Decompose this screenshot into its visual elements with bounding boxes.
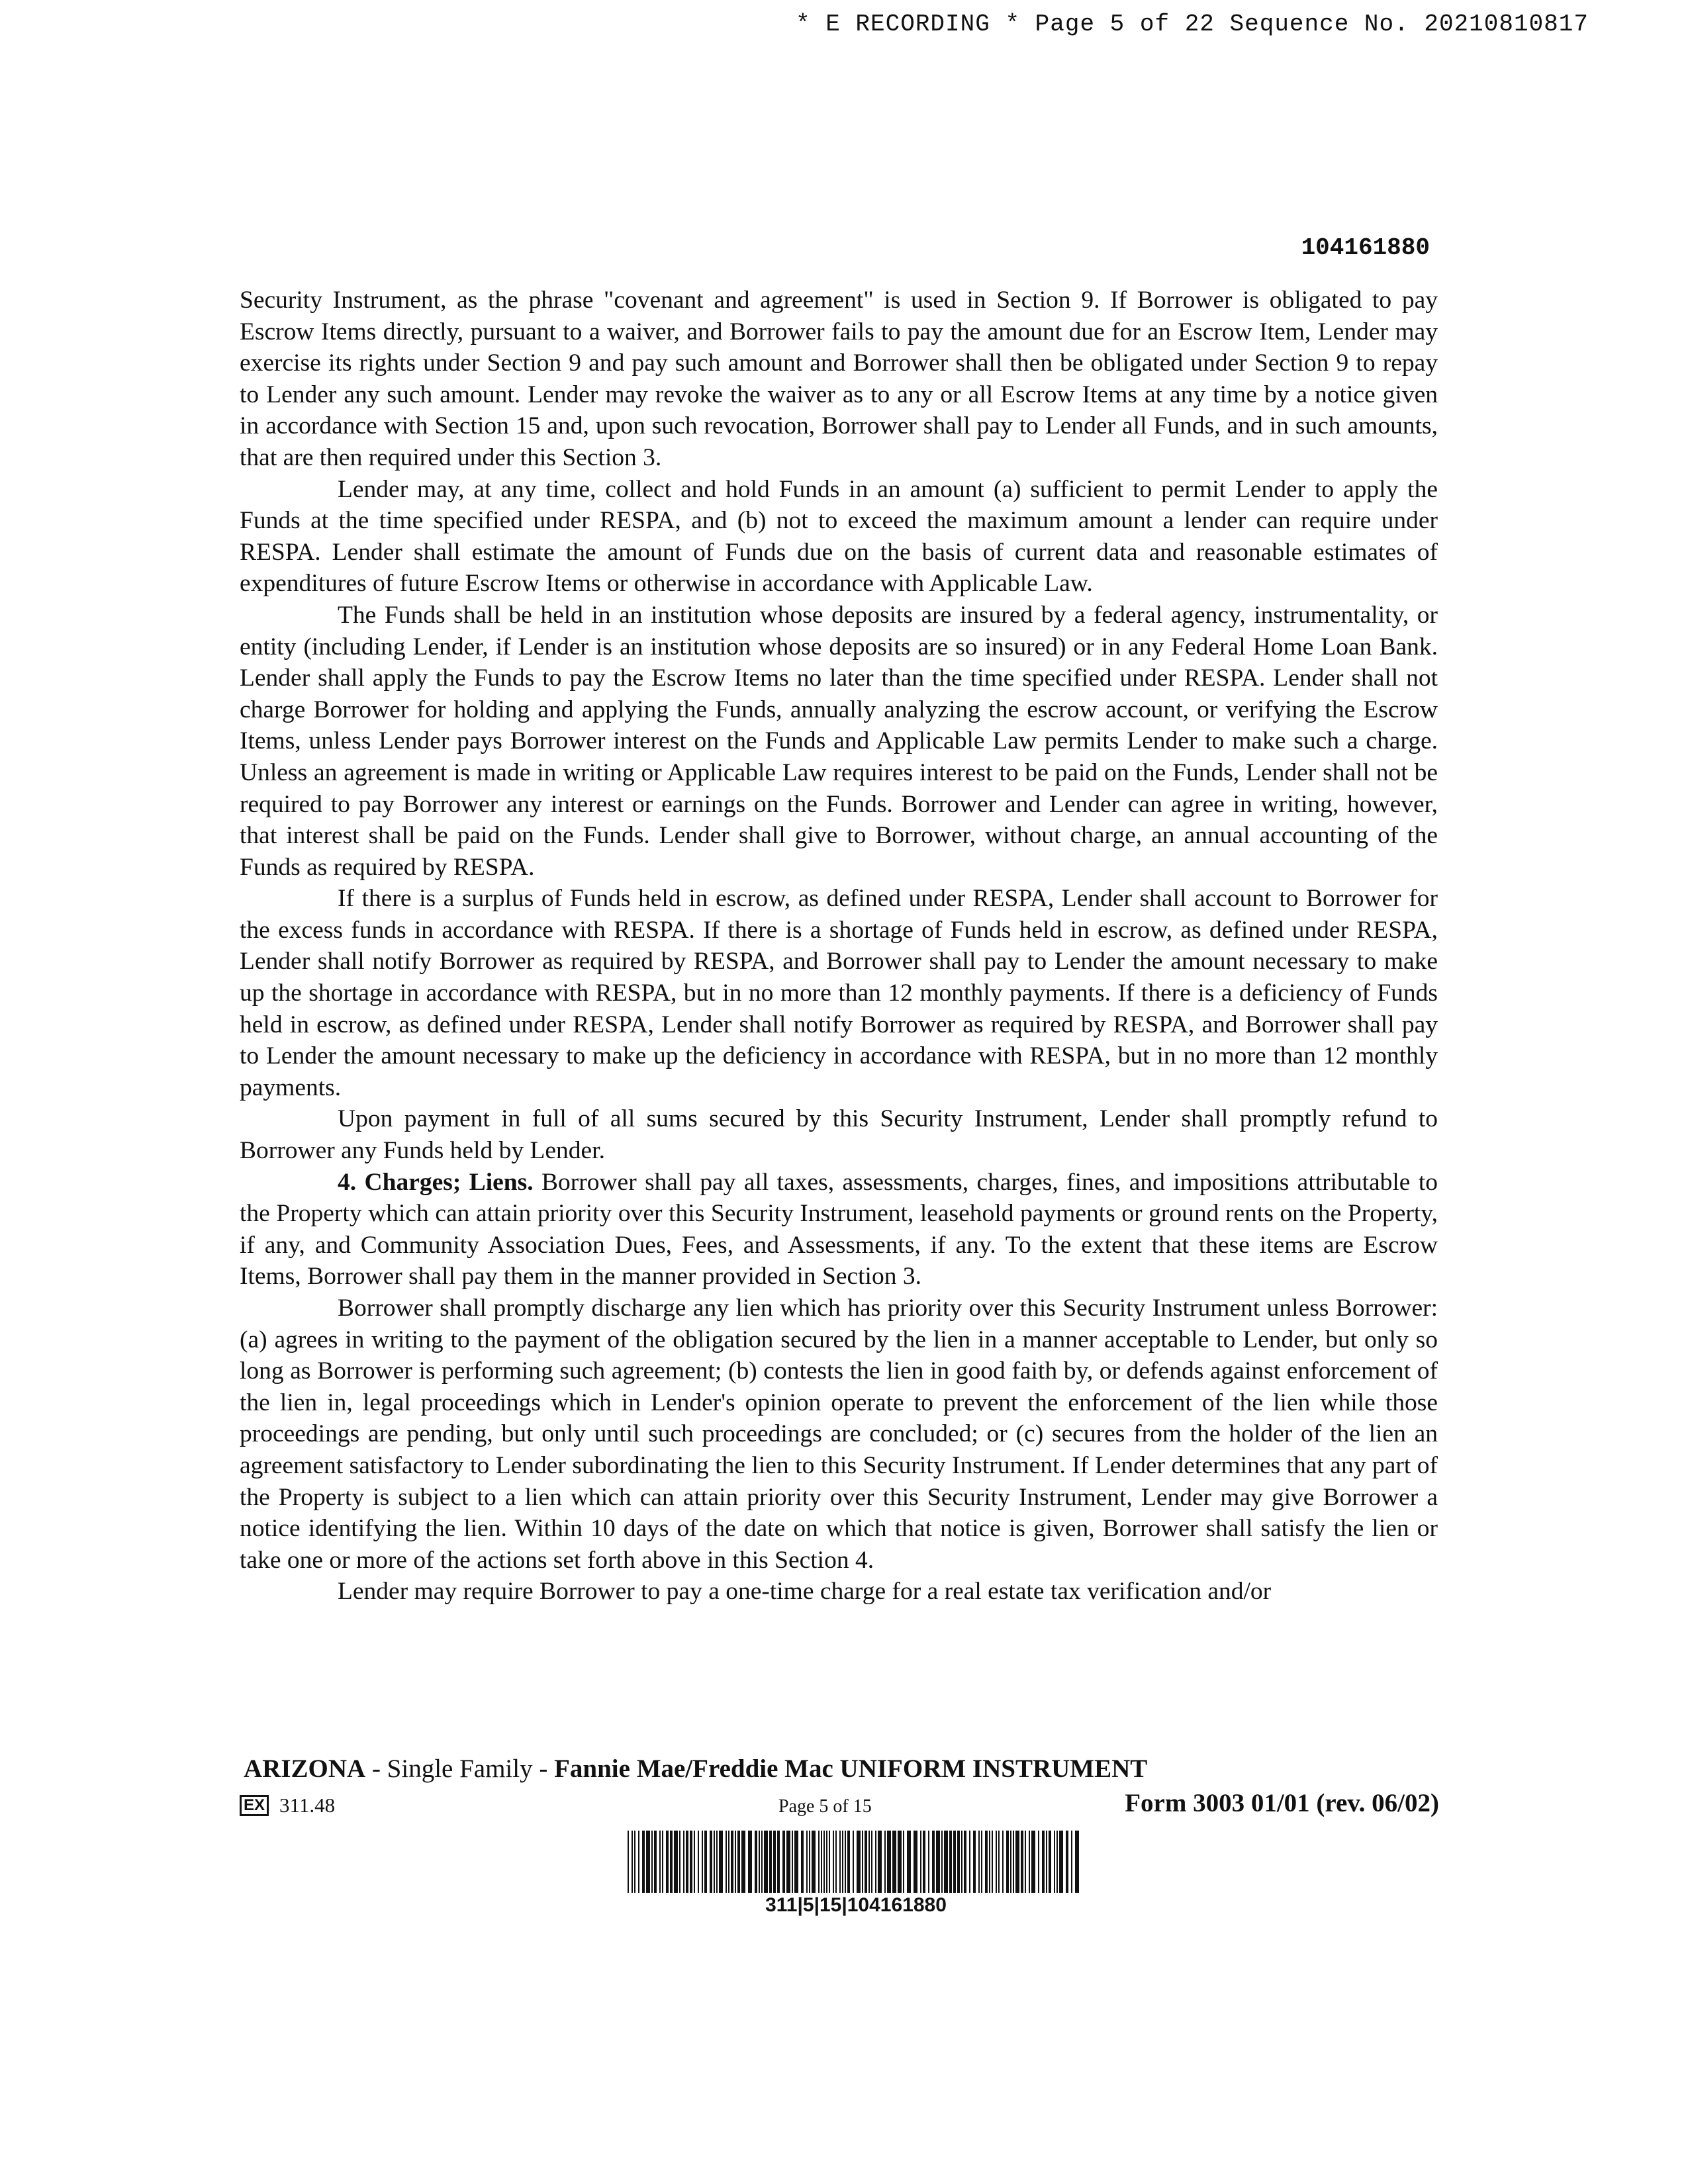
footer-row bbox=[240, 1788, 1439, 1821]
footer-title bbox=[244, 1754, 1147, 1784]
footer-page-number: Page 5 of 15 bbox=[778, 1796, 872, 1817]
recording-header: * E RECORDING * Page 5 of 22 Sequence No. 20210810817 bbox=[796, 11, 1589, 38]
paragraph-8: Lender may require Borrower to pay a one-time charge for a real estate tax verification and/or bbox=[338, 1578, 1272, 1606]
paragraph-4: If there is a surplus of Funds held in escrow, as defined under RESPA, Lender shall account to Borrower for the excess funds in accordance with RESPA. If there is a shortage of Funds held in escrow, as defined under RESPA, Lender shall notify Borrower as required by RESPA, and Borrower shall pay to Lender the amount necessary to make up the shortage in accordance with RESPA, but in no more than 12 monthly payments. If there is a deficiency of Funds held in escrow, as defined under RESPA, Lender shall notify Borrower as required by RESPA, and Borrower shall pay to Lender the amount necessary to make up the deficiency in accordance with RESPA, but in no more than 12 monthly payments. bbox=[240, 885, 1438, 1101]
footer-instrument: Fannie Mae/Freddie Mac UNIFORM INSTRUMENT bbox=[554, 1754, 1148, 1783]
paragraph-7: Borrower shall promptly discharge any lien which has priority over this Security Instrument unless Borrower: (a) agrees in writing to the payment of the obligation secured by the lien in a manner acceptable to Lender, but only so long as Borrower is performing such agreement; (b) contests the lien in good faith by, or defends against enforcement of the lien in, legal proceedings which in Lender's opinion operate to prevent the enforcement of the lien while those proceedings are pending, but only until such proceedings are concluded; or (c) secures from the holder of the lien an agreement satisfactory to Lender subordinating the lien to this Security Instrument. If Lender determines that any part of the Property is subject to a lien which can attain priority over this Security Instrument, Lender may give Borrower a notice identifying the lien. Within 10 days of the date on which that notice is given, Borrower shall satisfy the lien or take one or more of the actions set forth above in this Section 4. bbox=[240, 1295, 1438, 1574]
paragraph-1: Security Instrument, as the phrase "covenant and agreement" is used in Section 9. If Borrower is obligated to pay Escrow Items directly, pursuant to a waiver, and Borrower fails to pay the amount due for an Escrow Item, Lender may exercise its rights under Section 9 and pay such amount and Borrower shall then be obligated under Section 9 to repay to Lender any such amount. Lender may revoke the waiver as to any or all Escrow Items at any time by a notice given in accordance with Section 15 and, upon such revocation, Borrower shall pay to Lender all Funds, and in such amounts, that are then required under this Section 3. bbox=[240, 287, 1438, 471]
paragraph-3: The Funds shall be held in an institution whose deposits are insured by a federal agency, instrumentality, or entity (including Lender, if Lender is an institution whose deposits are so insured) or in any Federal Home Loan Bank. Lender shall apply the Funds to pay the Escrow Items no later than the time specified under RESPA. Lender shall not charge Borrower for holding and applying the Funds, annually analyzing the escrow account, or verifying the Escrow Items, unless Lender pays Borrower interest on the Funds and Applicable Law permits Lender to make such a charge. Unless an agreement is made in writing or Applicable Law requires interest to be paid on the Funds, Lender shall not be required to pay Borrower any interest or earnings on the Funds. Borrower and Lender can agree in writing, however, that interest shall be paid on the Funds. Lender shall give to Borrower, without charge, an annual accounting of the Funds as required by RESPA. bbox=[240, 601, 1438, 881]
footer-state: ARIZONA bbox=[244, 1754, 366, 1783]
footer-form-code bbox=[240, 1794, 335, 1817]
document-body bbox=[240, 285, 1438, 1608]
document-number: 104161880 bbox=[1301, 234, 1430, 261]
form-code-text: 311.48 bbox=[279, 1794, 336, 1817]
barcode-caption: 311|5|15|104161880 bbox=[765, 1894, 947, 1916]
barcode-icon bbox=[628, 1831, 1084, 1893]
footer-description: - Single Family - bbox=[365, 1754, 555, 1783]
paragraph-6-text: Borrower shall pay all taxes, assessments, charges, fines, and impositions attributable to the Property which can attain priority over this Security Instrument, leasehold payments or ground rents on the Property, if any, and Community Association Dues, Fees, and Assessments, if any. To the extent that these items are Escrow Items, Borrower shall pay them in the manner provided in Section 3. bbox=[240, 1168, 1438, 1291]
paragraph-6 bbox=[240, 1167, 1438, 1293]
publisher-logo-icon: EX bbox=[240, 1795, 269, 1816]
barcode-block bbox=[628, 1831, 1084, 1917]
footer-form-number: Form 3003 01/01 (rev. 06/02) bbox=[1125, 1789, 1439, 1817]
paragraph-5: Upon payment in full of all sums secured by this Security Instrument, Lender shall promptly refund to Borrower any Funds held by Lender. bbox=[240, 1105, 1438, 1165]
paragraph-2: Lender may, at any time, collect and hold Funds in an amount (a) sufficient to permit Lender to apply the Funds at the time specified under RESPA, and (b) not to exceed the maximum amount a lender can require under RESPA. Lender shall estimate the amount of Funds due on the basis of current data and reasonable estimates of expenditures of future Escrow Items or otherwise in accordance with Applicable Law. bbox=[240, 475, 1438, 598]
section-4-heading: 4. Charges; Liens. bbox=[338, 1168, 534, 1196]
